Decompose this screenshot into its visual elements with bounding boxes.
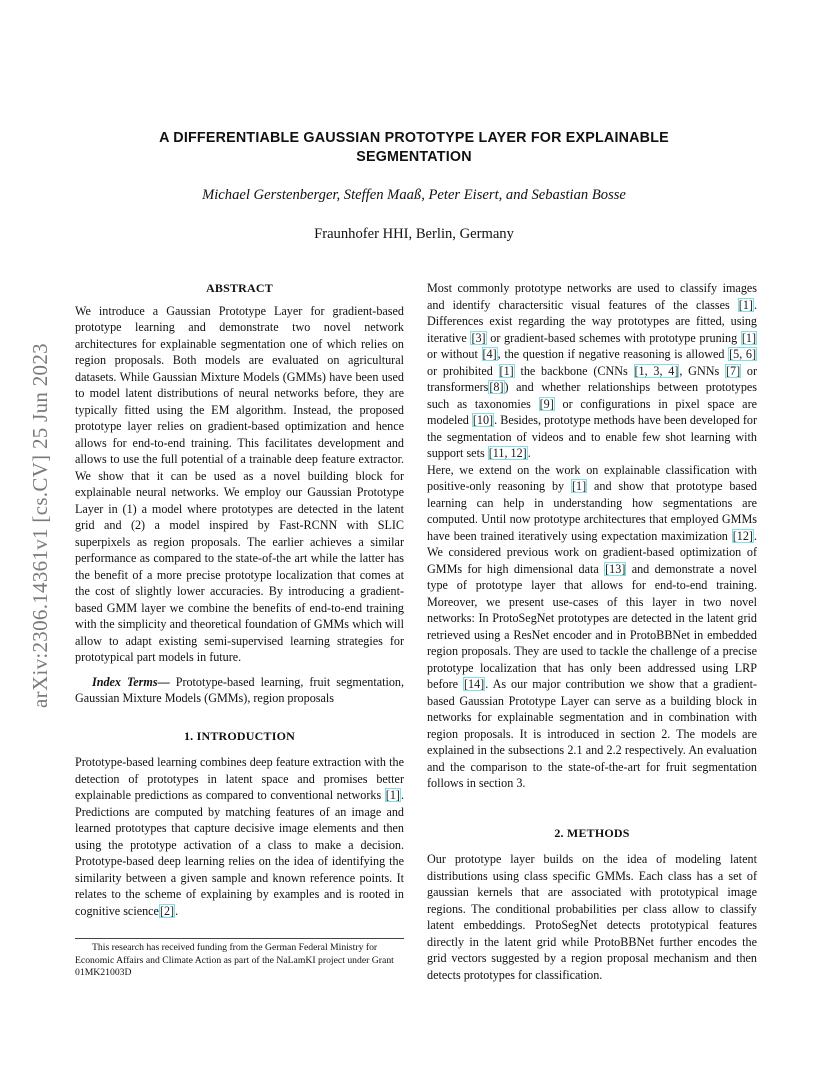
paragraph-text: or without [427, 347, 482, 361]
paragraph-text: and demonstrate a novel type of prototype layer that allows for end-to-end training. Moreover, we present use-cases of this layer in two novel networks: In ProtoSegNet prototypes are detected in the latent grid retrieved using a ResNet encoder and in ProtoBBNet in embedded region proposals. They are used to tackle the challenge of a precise prototype localization that has only been addressed using LRP before [427, 561, 757, 691]
paragraph-text: . [527, 446, 531, 460]
left-column [75, 280, 404, 919]
methods-heading: 2. METHODS [554, 825, 630, 840]
paragraph-text: ) and whether relationships between prototypes such as taxonomies [427, 380, 757, 411]
paragraph-text: or gradient-based schemes with prototype pruning [486, 330, 741, 345]
paragraph-text: . Predictions are computed by matching features of an image and learned prototypes that capture decisive image elements and then using the prototype activation of a class to make a decision. Prototype-based deep learning relies on the idea of identifying the similarity between a given sample and known reference points. It relates to the scheme of explaining by examples and is rooted in cognitive science [75, 788, 404, 918]
paragraph-text: . As our major contribution we show that a gradient-based Gaussian Prototype Layer can serve as a building block in networks for explainable segmentation and in combination with region proposals. It is introduced in section 2. The models are explained in the subsections 2.1 and 2.2 respectively. An evaluation and the comparison to the state-of-the-art for fruit segmentation follows in section 3. [427, 677, 757, 790]
abstract-text: We introduce a Gaussian Prototype Layer for gradient-based prototype learning and demonstrate two novel network architectures for explainable segmentation one of which relies on region proposals. Both models are evaluated on agricultural datasets. While Gaussian Mixture Models (GMMs) have been used to model latent distributions of neural networks before, they are typically fitted using the EM algorithm. Instead, the proposed prototype layer relies on gradient-based optimization and hence allows for end-to-end training. This facilitates development and allows to use the full potential of a trainable deep feature extractor. We show that it can be used as a novel building block for explainable neural networks. We employ our Gaussian Prototype Layer in (1) a model where prototypes are detected in the latent grid and (2) a model inspired by Fast-RCNN with SLIC superpixels as region proposals. The earlier achieves a similar performance as compared to the state-of-the art while the latter has the benefit of a more precise prototype localization that comes at the cost of slightly lower accuracies. By introducing a gradient-based GMM layer we combine the benefits of end-to-end training with the simplicity and theoretical foundation of GMMs which will allow to adapt existing semi-supervised learning strategies for prototypical part models in future. [75, 303, 404, 664]
paragraph-text: . Besides, prototype methods have been developed for the segmentation of videos and to enable few shot learning with support sets [427, 413, 757, 460]
paragraph-text: or transformers [427, 363, 758, 394]
citation-link[interactable]: [9] [539, 396, 554, 411]
paper-title: A DIFFERENTIABLE GAUSSIAN PROTOTYPE LAYER FOR EXPLAINABLE SEGMENTATION [159, 130, 669, 165]
introduction-heading: 1. INTRODUCTION [183, 728, 295, 743]
funding-footnote [75, 938, 404, 980]
citation-link[interactable]: [1] [741, 330, 756, 345]
paragraph-text: , GNNs [679, 363, 725, 378]
citation-link[interactable]: [13] [605, 561, 626, 576]
paragraph-text: . Differences exist regarding the way prototypes are fitted, using iterative [427, 297, 757, 345]
paper-affiliation: Fraunhofer HHI, Berlin, Germany [314, 226, 514, 242]
paper-authors: Michael Gerstenberger, Steffen Maaß, Peter Eisert, and Sebastian Bosse [202, 187, 626, 203]
intro-paragraph-1 [75, 754, 404, 919]
citation-link[interactable]: [1] [385, 788, 400, 802]
paragraph-text: , the question if negative reasoning is allowed [497, 347, 729, 361]
citation-link[interactable]: [14] [464, 677, 485, 691]
citation-link[interactable]: [12] [732, 528, 753, 543]
citation-link[interactable]: [7] [725, 363, 741, 378]
paragraph-text: the backbone (CNNs [514, 363, 634, 378]
funding-footnote-text: This research has received funding from the German Federal Ministry for Economic Affairs and Climate Action as part of the NaLamKI project under Grant 01MK21003D [75, 942, 394, 978]
paragraph-text: . We considered previous work on gradient-based optimization of GMMs for high dimensional data [427, 528, 757, 576]
intro-paragraph-2 [427, 280, 757, 462]
citation-link[interactable]: [11, 12] [488, 446, 527, 460]
citation-link[interactable]: [3] [471, 330, 486, 345]
citation-link[interactable]: [1] [499, 363, 514, 378]
citation-link[interactable]: [8] [489, 380, 504, 394]
methods-paragraph-1: Our prototype layer builds on the idea of modeling latent distributions using class specific GMMs. Each class has a set of gaussian kernels that are associated with prototypical image regions. The conditional probabilities per class allow to classify latent embeddings. ProtoSegNet detects prototypical features directly in the latent grid while ProtoBBNet further encodes the grid vectors suggested by a region proposal mechanism and then detects prototypes for classification. [427, 852, 757, 982]
paragraph-text: . [175, 903, 179, 918]
arxiv-identifier [22, 290, 58, 760]
paragraph-text: or prohibited [427, 363, 499, 378]
index-terms-text: Prototype-based learning, fruit segmentation, Gaussian Mixture Models (GMMs), region proposals [75, 674, 405, 705]
citation-link[interactable]: [10] [472, 413, 494, 427]
citation-link[interactable]: [2] [159, 903, 175, 918]
right-column [427, 280, 757, 983]
paragraph-text: or configurations in pixel space are modeled [427, 396, 757, 427]
abstract-heading: ABSTRACT [206, 281, 273, 295]
arxiv-identifier-text: arXiv:2306.14361v1 [cs.CV] 25 Jun 2023 [27, 342, 52, 708]
citation-link[interactable]: [1] [572, 479, 587, 493]
paragraph-text: Most commonly prototype networks are used to classify images and identify charactersitic visual features of the classes [427, 281, 757, 312]
intro-paragraph-3 [427, 462, 757, 792]
index-terms-label: Index Terms— [92, 674, 170, 689]
paragraph-text: and show that prototype based learning can help in understanding how segmentations are computed. Until now prototype architectures that employed GMMs have been trained iteratively using expectation maximization [427, 479, 758, 543]
citation-link[interactable]: [1, 3, 4] [634, 363, 679, 378]
citation-link[interactable]: [4] [482, 347, 497, 361]
citation-link[interactable]: [1] [738, 297, 753, 312]
index-terms [75, 674, 404, 707]
paragraph-text: Here, we extend on the work on explainable classification with positive-only reasoning by [427, 462, 757, 493]
citation-link[interactable]: [5, 6] [729, 347, 756, 361]
paragraph-text: Prototype-based learning combines deep feature extraction with the detection of prototypes in latent space and promises better explainable predictions as compared to conventional networks [75, 755, 404, 802]
